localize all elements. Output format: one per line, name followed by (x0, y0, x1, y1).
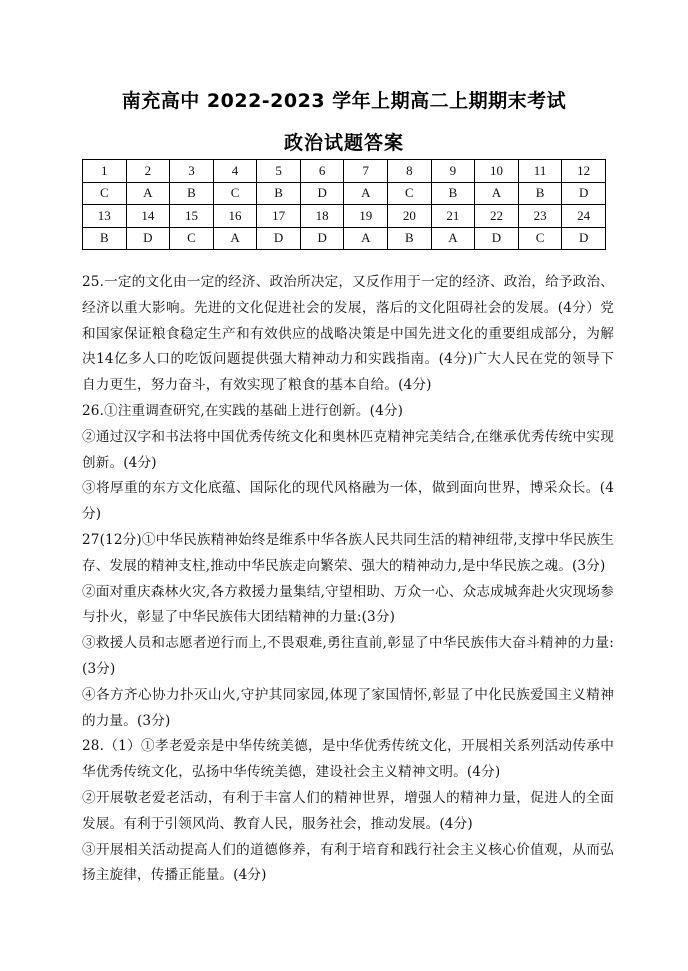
question-number-cell: 9 (431, 160, 475, 183)
answer-cell: B (257, 182, 301, 205)
answer-row (83, 182, 606, 205)
answer-paragraph: ③将厚重的东方文化底蕴、国际化的现代风格融为一体，做到面向世界，博采众长。(4分) (82, 480, 614, 523)
question-number-cell: 20 (388, 205, 432, 228)
answer-paragraph: 27(12分)①中华民族精神始终是维系中华各族人民共同生活的精神纽带,支撑中华民族生存、发展的精神支柱,推动中华民族走向繁荣、强大的精神动力,是中华民族之魂。(3分) (82, 531, 614, 574)
question-number-cell: 15 (170, 205, 214, 228)
question-number-cell: 1 (83, 160, 127, 183)
answer-cell: D (562, 227, 606, 250)
question-number-row (83, 160, 606, 183)
question-number-row (83, 205, 606, 228)
question-number-cell: 4 (213, 160, 257, 183)
answer-cell: C (518, 227, 562, 250)
answer-paragraph: ③救援人员和志愿者逆行而上,不畏艰难,勇往直前,彰显了中华民族伟大奋斗精神的力量:(3分) (82, 635, 614, 677)
question-number-cell: 22 (475, 205, 519, 228)
question-number-cell: 6 (300, 160, 344, 183)
answer-cell: C (83, 182, 127, 205)
answer-cell: B (388, 227, 432, 250)
answer-cell: B (431, 182, 475, 205)
question-number-cell: 12 (562, 160, 606, 183)
answer-cell: D (126, 227, 170, 250)
answer-cell: D (300, 227, 344, 250)
question-number-cell: 5 (257, 160, 301, 183)
answer-cell: A (344, 227, 388, 250)
answer-cell: B (170, 182, 214, 205)
question-number-cell: 2 (126, 160, 170, 183)
answer-cell: A (213, 227, 257, 250)
question-number-cell: 14 (126, 205, 170, 228)
answer-cell: B (518, 182, 562, 205)
question-number-cell: 16 (213, 205, 257, 228)
answer-paragraph: ④各方齐心协力扑灭山火,守护其同家园,体现了家国情怀,彰显了中化民族爱国主义精神的力量。(3分) (82, 686, 614, 729)
answer-cell: C (170, 227, 214, 250)
question-number-cell: 18 (300, 205, 344, 228)
question-number-cell: 7 (344, 160, 388, 183)
question-number-cell: 24 (562, 205, 606, 228)
question-number-cell: 13 (83, 205, 127, 228)
answer-paragraph: 28.（1）①孝老爱亲是中华传统美德，是中华优秀传统文化，开展相关系列活动传承中华优秀传统文化，弘扬中华传统美德，建设社会主义精神文明。(4分) (82, 738, 614, 781)
page-title: 南充高中 2022-2023 学年上期高二上期期末考试 (121, 90, 567, 112)
answer-cell: D (257, 227, 301, 250)
answer-paragraph: 26.①注重调查研究,在实践的基础上进行创新。(4分) (82, 402, 404, 419)
answer-cell: A (475, 182, 519, 205)
answer-cell: B (83, 227, 127, 250)
question-number-cell: 11 (518, 160, 562, 183)
question-number-cell: 19 (344, 205, 388, 228)
answer-row (83, 227, 606, 250)
question-number-cell: 3 (170, 160, 214, 183)
question-number-cell: 21 (431, 205, 475, 228)
answer-cell: D (475, 227, 519, 250)
answer-cell: A (431, 227, 475, 250)
answer-table (82, 159, 606, 250)
answer-paragraph: ③开展相关活动提高人们的道德修养，有利于培育和践行社会主义核心价值观，从而弘扬主旋律，传播正能量。(4分) (82, 841, 614, 884)
answer-cell: A (344, 182, 388, 205)
question-number-cell: 23 (518, 205, 562, 228)
answer-paragraph: 25.一定的文化由一定的经济、政治所决定，又反作用于一定的经济、政治，给予政治、经济以重大影响。先进的文化促进社会的发展，落后的文化阻碍社会的发展。(4分）党和国家保证粮食稳定生产和有效供应的战略决策是中国先进文化的重要组成部分，为解决14亿多人口的吃饭问题提供强大精神动力和实践指南。(4分)广大人民在党的领导下自力更生，努力奋斗，有效实现了粮食的基本自给。(4分) (82, 274, 614, 394)
answer-cell: C (388, 182, 432, 205)
answer-body (82, 270, 614, 889)
question-number-cell: 10 (475, 160, 519, 183)
answer-paragraph: ②开展敬老爱老活动，有利于丰富人们的精神世界，增强人的精神力量，促进人的全面发展。有利于引领风尚、教育人民，服务社会，推动发展。(4分) (82, 789, 614, 832)
question-number-cell: 8 (388, 160, 432, 183)
page-subtitle: 政治试题答案 (283, 132, 404, 154)
answer-cell: C (213, 182, 257, 205)
question-number-cell: 17 (257, 205, 301, 228)
answer-cell: D (300, 182, 344, 205)
answer-cell: D (562, 182, 606, 205)
answer-paragraph: ②通过汉字和书法将中国优秀传统文化和奥林匹克精神完美结合,在继承优秀传统中实现创新。(4分) (82, 428, 614, 471)
answer-paragraph: ②面对重庆森林火灾,各方救援力量集结,守望相助、万众一心、众志成城奔赴火灾现场参与扑火，彰显了中华民族伟大团结精神的力量:(3分) (82, 583, 614, 626)
answer-cell: A (126, 182, 170, 205)
